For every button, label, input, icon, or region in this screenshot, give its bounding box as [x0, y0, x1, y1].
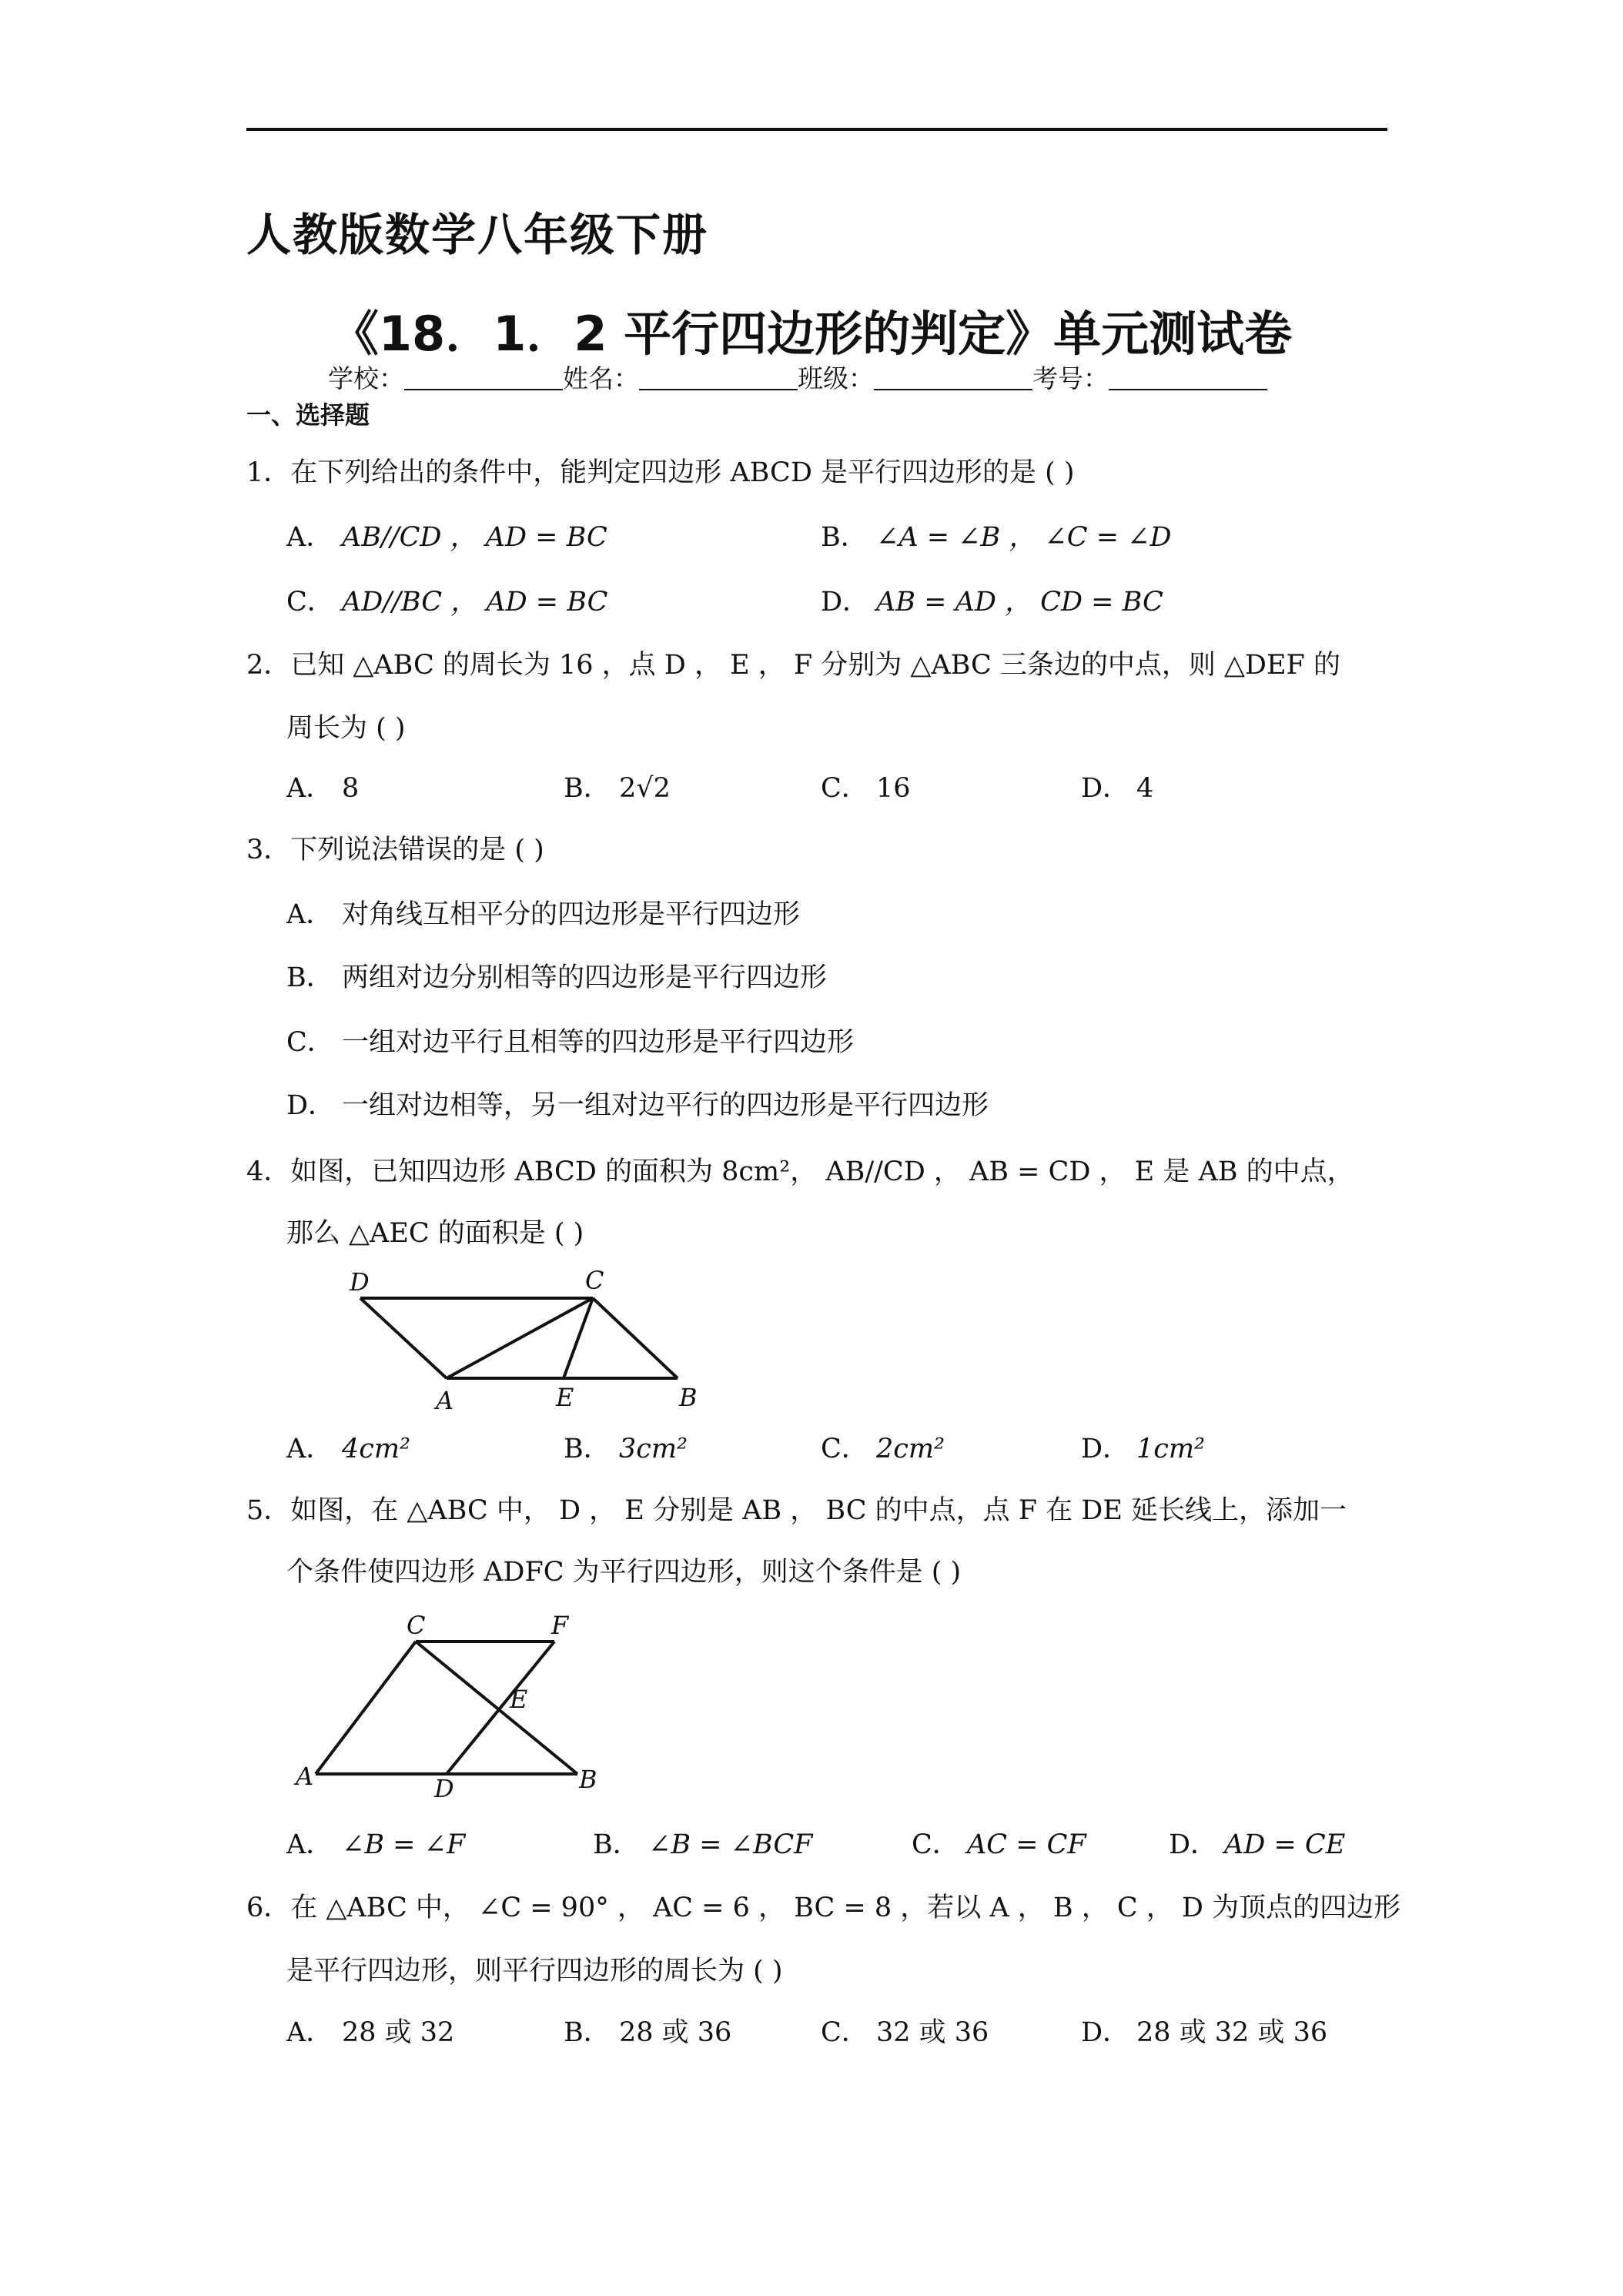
header-rule — [246, 128, 1387, 131]
q5-figure — [293, 1609, 616, 1802]
q5-stem-line1: 5．如图，在 △ABC 中， D ， E 分别是 AB ， BC 的中点，点 F 在 DE 延长线上，添加一 — [246, 1495, 1347, 1526]
doc-subtitle: 《18．1．2 平行四边形的判定》单元测试卷 — [330, 306, 1293, 362]
q4-label-b: B — [679, 1383, 698, 1412]
q4-segment-da — [360, 1298, 447, 1378]
q5-segment-cb — [416, 1642, 577, 1774]
q6-option-c: C． 32 或 36 — [821, 2017, 989, 2048]
doc-title: 人教版数学八年级下册 — [246, 209, 709, 261]
q3-option-b: B． 两组对边分别相等的四边形是平行四边形 — [286, 962, 828, 993]
q4-option-b: B． 3cm² — [564, 1434, 688, 1464]
q2-option-a: A． 8 — [286, 773, 360, 804]
school-blank — [404, 366, 563, 390]
q4-label-e: E — [556, 1383, 574, 1412]
id-label: 考号： — [1032, 363, 1109, 393]
q4-stem-line2: 那么 △AEC 的面积是 ( ) — [286, 1218, 584, 1249]
q4-option-d: D． 1cm² — [1081, 1434, 1206, 1464]
school-label: 学校： — [328, 363, 404, 393]
name-blank — [639, 366, 798, 390]
q6-option-a: A． 28 或 32 — [286, 2017, 455, 2048]
q6-stem-line1: 6．在 △ABC 中， ∠C = 90° ， AC = 6 ， BC = 8 ，若以 A ， B ， C ， D 为顶点的四边形 — [246, 1893, 1401, 1923]
q5-segment-ca — [316, 1642, 416, 1774]
q3-option-d: D． 一组对边相等，另一组对边平行的四边形是平行四边形 — [286, 1090, 989, 1121]
q1-stem: 1．在下列给出的条件中，能判定四边形 ABCD 是平行四边形的是 ( ) — [246, 457, 1075, 488]
q2-option-b: B． 2√2 — [564, 773, 671, 804]
class-label: 班级： — [798, 363, 874, 393]
q4-segment-ac — [447, 1298, 593, 1378]
name-label: 姓名： — [563, 363, 639, 393]
q5-option-d: D． AD = CE — [1169, 1829, 1346, 1860]
q5-option-a: A． ∠B = ∠F — [286, 1829, 466, 1860]
q1-option-a: A． AB//CD ， AD = BC — [286, 522, 607, 553]
q4-figure — [339, 1263, 724, 1417]
q5-label-a: A — [296, 1762, 314, 1791]
q1-option-c: C． AD//BC ， AD = BC — [286, 587, 608, 618]
q4-segment-cb — [593, 1298, 678, 1378]
id-blank — [1109, 366, 1267, 390]
q4-option-a: A． 4cm² — [286, 1434, 411, 1464]
q4-label-c: C — [585, 1266, 604, 1295]
q5-label-d: D — [434, 1774, 454, 1802]
q5-label-c: C — [407, 1611, 426, 1640]
q6-stem-line2: 是平行四边形，则平行四边形的周长为 ( ) — [286, 1956, 783, 1986]
q1-option-b: B． ∠A = ∠B ， ∠C = ∠D — [821, 522, 1172, 553]
q2-stem-line1: 2．已知 △ABC 的周长为 16 ，点 D ， E ， F 分别为 △ABC 三条边的中点，则 △DEF 的 — [246, 650, 1340, 681]
q4-label-d: D — [350, 1267, 370, 1297]
q5-label-e: E — [510, 1685, 528, 1714]
q3-option-c: C． 一组对边平行且相等的四边形是平行四边形 — [286, 1027, 855, 1058]
class-blank — [874, 366, 1032, 390]
student-info-row — [328, 359, 1267, 395]
q4-label-a: A — [436, 1386, 454, 1415]
q5-stem-line2: 个条件使四边形 ADFC 为平行四边形，则这个条件是 ( ) — [286, 1557, 962, 1588]
q2-stem-line2: 周长为 ( ) — [286, 713, 406, 744]
q5-option-c: C． AC = CF — [912, 1829, 1086, 1860]
q2-option-d: D． 4 — [1081, 773, 1154, 804]
q3-stem: 3．下列说法错误的是 ( ) — [246, 835, 544, 865]
q5-label-f: F — [551, 1611, 569, 1640]
section-heading: 一、选择题 — [246, 400, 370, 430]
q5-label-b: B — [579, 1765, 597, 1794]
q6-option-b: B． 28 或 36 — [564, 2017, 732, 2048]
q2-option-c: C． 16 — [821, 773, 911, 804]
q4-option-c: C． 2cm² — [821, 1434, 945, 1464]
q5-segment-df — [447, 1642, 554, 1774]
q3-option-a: A． 对角线互相平分的四边形是平行四边形 — [286, 899, 801, 930]
q1-option-d: D． AB = AD ， CD = BC — [821, 587, 1163, 618]
q6-option-d: D． 28 或 32 或 36 — [1081, 2017, 1328, 2048]
q5-option-b: B． ∠B = ∠BCF — [593, 1829, 813, 1860]
q4-stem-line1: 4．如图，已知四边形 ABCD 的面积为 8cm²， AB//CD ， AB = CD ， E 是 AB 的中点， — [246, 1156, 1354, 1187]
